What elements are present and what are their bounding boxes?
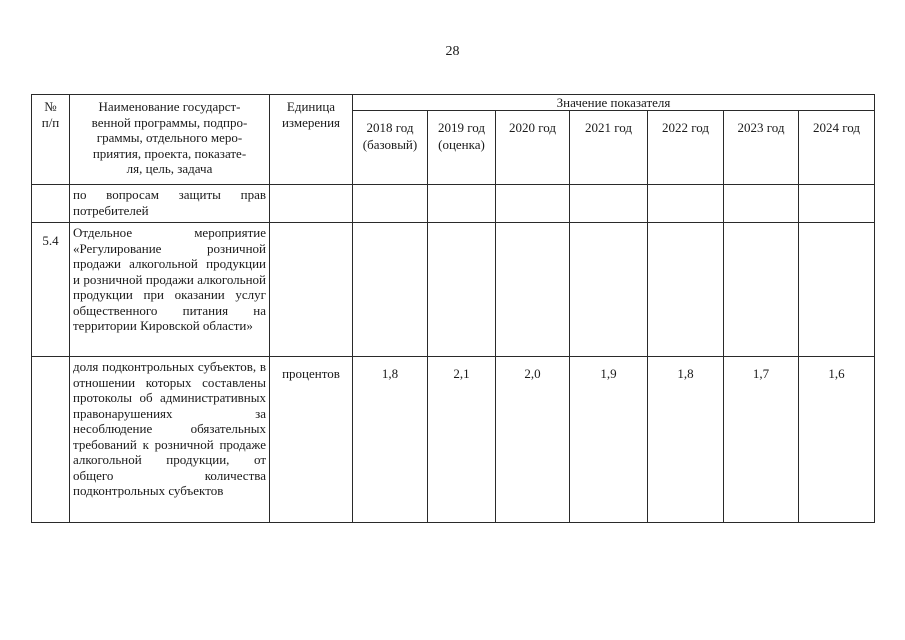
row-unit: [270, 223, 353, 357]
row-value: [428, 223, 496, 357]
page-number: 28: [445, 44, 460, 59]
table-row: [32, 357, 875, 523]
row-name: по вопросам защиты прав потребителей: [70, 185, 270, 223]
header-num: № п/п: [32, 95, 70, 185]
header-year: 2022 год: [648, 111, 724, 185]
row-num: [32, 357, 70, 523]
header-values-group: Значение показателя: [353, 95, 875, 111]
row-value: 1,9: [570, 357, 648, 523]
row-value: [799, 185, 875, 223]
table-row: [32, 223, 875, 357]
row-value: [496, 223, 570, 357]
row-num: [32, 185, 70, 223]
row-value: [570, 185, 648, 223]
header-year: 2021 год: [570, 111, 648, 185]
header-year: 2018 год (базовый): [353, 111, 428, 185]
row-value: [724, 185, 799, 223]
row-value: [496, 185, 570, 223]
header-name: Наименование государст- венной программы, подпро- граммы, отдельного меро- приятия, проекта, показате- ля, цель, задача: [70, 95, 270, 185]
row-value: 1,6: [799, 357, 875, 523]
row-value: [428, 185, 496, 223]
row-name: Отдельное мероприятие «Регулирование розничной продажи алкогольной продукции и розничной продажи алкогольной продукции при оказании услуг общественного питания на территории Кировской области»: [70, 223, 270, 357]
header-row-top: [32, 95, 875, 111]
header-year: 2023 год: [724, 111, 799, 185]
row-value: 1,7: [724, 357, 799, 523]
row-value: 2,1: [428, 357, 496, 523]
row-value: 1,8: [648, 357, 724, 523]
indicators-table: [31, 94, 875, 523]
row-value: [799, 223, 875, 357]
row-num: 5.4: [32, 223, 70, 357]
row-unit: процентов: [270, 357, 353, 523]
header-year: 2020 год: [496, 111, 570, 185]
row-value: [570, 223, 648, 357]
header-year: 2024 год: [799, 111, 875, 185]
row-value: [648, 185, 724, 223]
table-row: [32, 185, 875, 223]
row-name: доля подконтрольных субъектов, в отношении которых составлены протоколы об административных правонарушениях за несоблюдение обязательных требований к розничной продаже алкогольной продукции, от общего количества подконтрольных субъектов: [70, 357, 270, 523]
row-unit: [270, 185, 353, 223]
row-value: 2,0: [496, 357, 570, 523]
row-value: [353, 185, 428, 223]
row-value: [724, 223, 799, 357]
row-value: 1,8: [353, 357, 428, 523]
header-unit: Единица измерения: [270, 95, 353, 185]
header-year: 2019 год (оценка): [428, 111, 496, 185]
row-value: [648, 223, 724, 357]
row-value: [353, 223, 428, 357]
